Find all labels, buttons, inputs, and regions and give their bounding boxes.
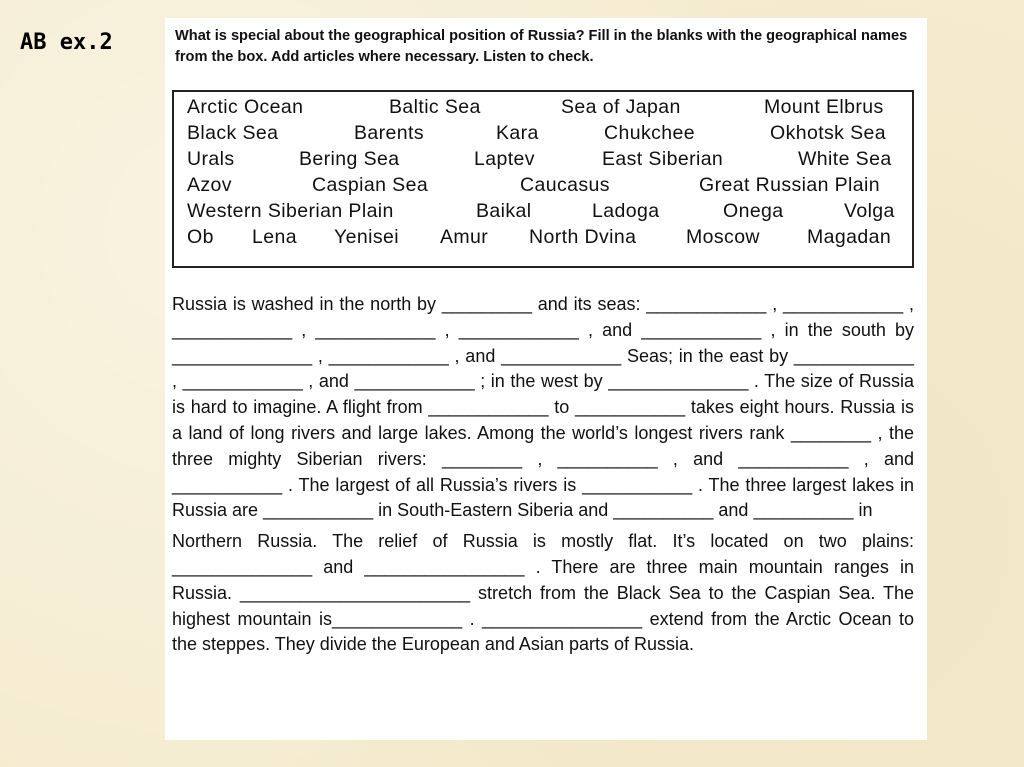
worksheet: [165, 18, 927, 740]
names-row: [174, 96, 912, 122]
geo-name: Baikal: [476, 200, 532, 222]
geo-name: Caucasus: [520, 174, 610, 196]
geo-name: Bering Sea: [299, 148, 400, 170]
geo-name: Caspian Sea: [312, 174, 429, 196]
names-row: [174, 148, 912, 174]
geo-name: Urals: [187, 148, 235, 170]
geo-name: Okhotsk Sea: [770, 122, 887, 144]
geo-name: Magadan: [807, 226, 892, 248]
passage-paragraph-1: Russia is washed in the north by _________ and its seas: ____________ , ____________ , ____________ , ____________ , ____________ , and ____________ , in the south by ______________ , ____________ , and ____________ Seas; in the east by ____________ , ____________ , and ____________ ; in the west by ______________ . The size of Russia is hard to imagine. A flight from ____________ to ___________ takes eight hours. Russia is a land of long rivers and large lakes. Among the world’s longest rivers rank ________ , the three mighty Siberian rivers: ________ , __________ , and ___________ , and ___________ . The largest of all Russia’s rivers is ___________ . The three largest lakes in Russia are ___________ in South-Eastern Siberia and __________ and __________ in: [172, 294, 914, 521]
geo-name: Laptev: [474, 148, 535, 170]
geo-name: North Dvina: [529, 226, 637, 248]
geo-name: Volga: [844, 200, 895, 222]
geo-name: Kara: [496, 122, 539, 144]
geo-name: Moscow: [686, 226, 760, 248]
exercise-instructions: What is special about the geographical position of Russia? Fill in the blanks with the geographical names from the box. Add articles where necessary. Listen to check.: [175, 28, 908, 65]
passage-paragraph-2: Northern Russia. The relief of Russia is mostly flat. It’s located on two plains: ______________ and ________________ . There are three main mountain ranges in Russia. _______________________ stretch from the Black Sea to the Caspian Sea. The highest mountain is_____________ . ________________ extend from the Arctic Ocean to the steppes. They divide the European and Asian parts of Russia.: [172, 531, 914, 655]
geo-name: Sea of Japan: [561, 96, 681, 118]
names-row: [174, 122, 912, 148]
geo-name: Ladoga: [592, 200, 660, 222]
geo-name: Onega: [723, 200, 784, 222]
geo-name: Lena: [252, 226, 297, 248]
geographical-names-box: [172, 90, 914, 268]
geo-name: Arctic Ocean: [187, 96, 304, 118]
names-row: [174, 200, 912, 226]
geo-name: Chukchee: [604, 122, 696, 144]
fill-in-passage: [172, 292, 914, 658]
geo-name: White Sea: [798, 148, 892, 170]
geo-name: Ob: [187, 226, 214, 248]
names-row: [174, 174, 912, 200]
geo-name: Western Siberian Plain: [187, 200, 394, 222]
geo-name: Great Russian Plain: [699, 174, 881, 196]
slide-label: AB ex.2: [20, 30, 113, 55]
geo-name: Black Sea: [187, 122, 279, 144]
geo-name: Mount Elbrus: [764, 96, 884, 118]
geo-name: East Siberian: [602, 148, 724, 170]
geo-name: Barents: [354, 122, 425, 144]
geo-name: Azov: [187, 174, 232, 196]
names-row: [174, 226, 912, 252]
geo-name: Yenisei: [334, 226, 399, 248]
geo-name: Baltic Sea: [389, 96, 481, 118]
geo-name: Amur: [440, 226, 489, 248]
